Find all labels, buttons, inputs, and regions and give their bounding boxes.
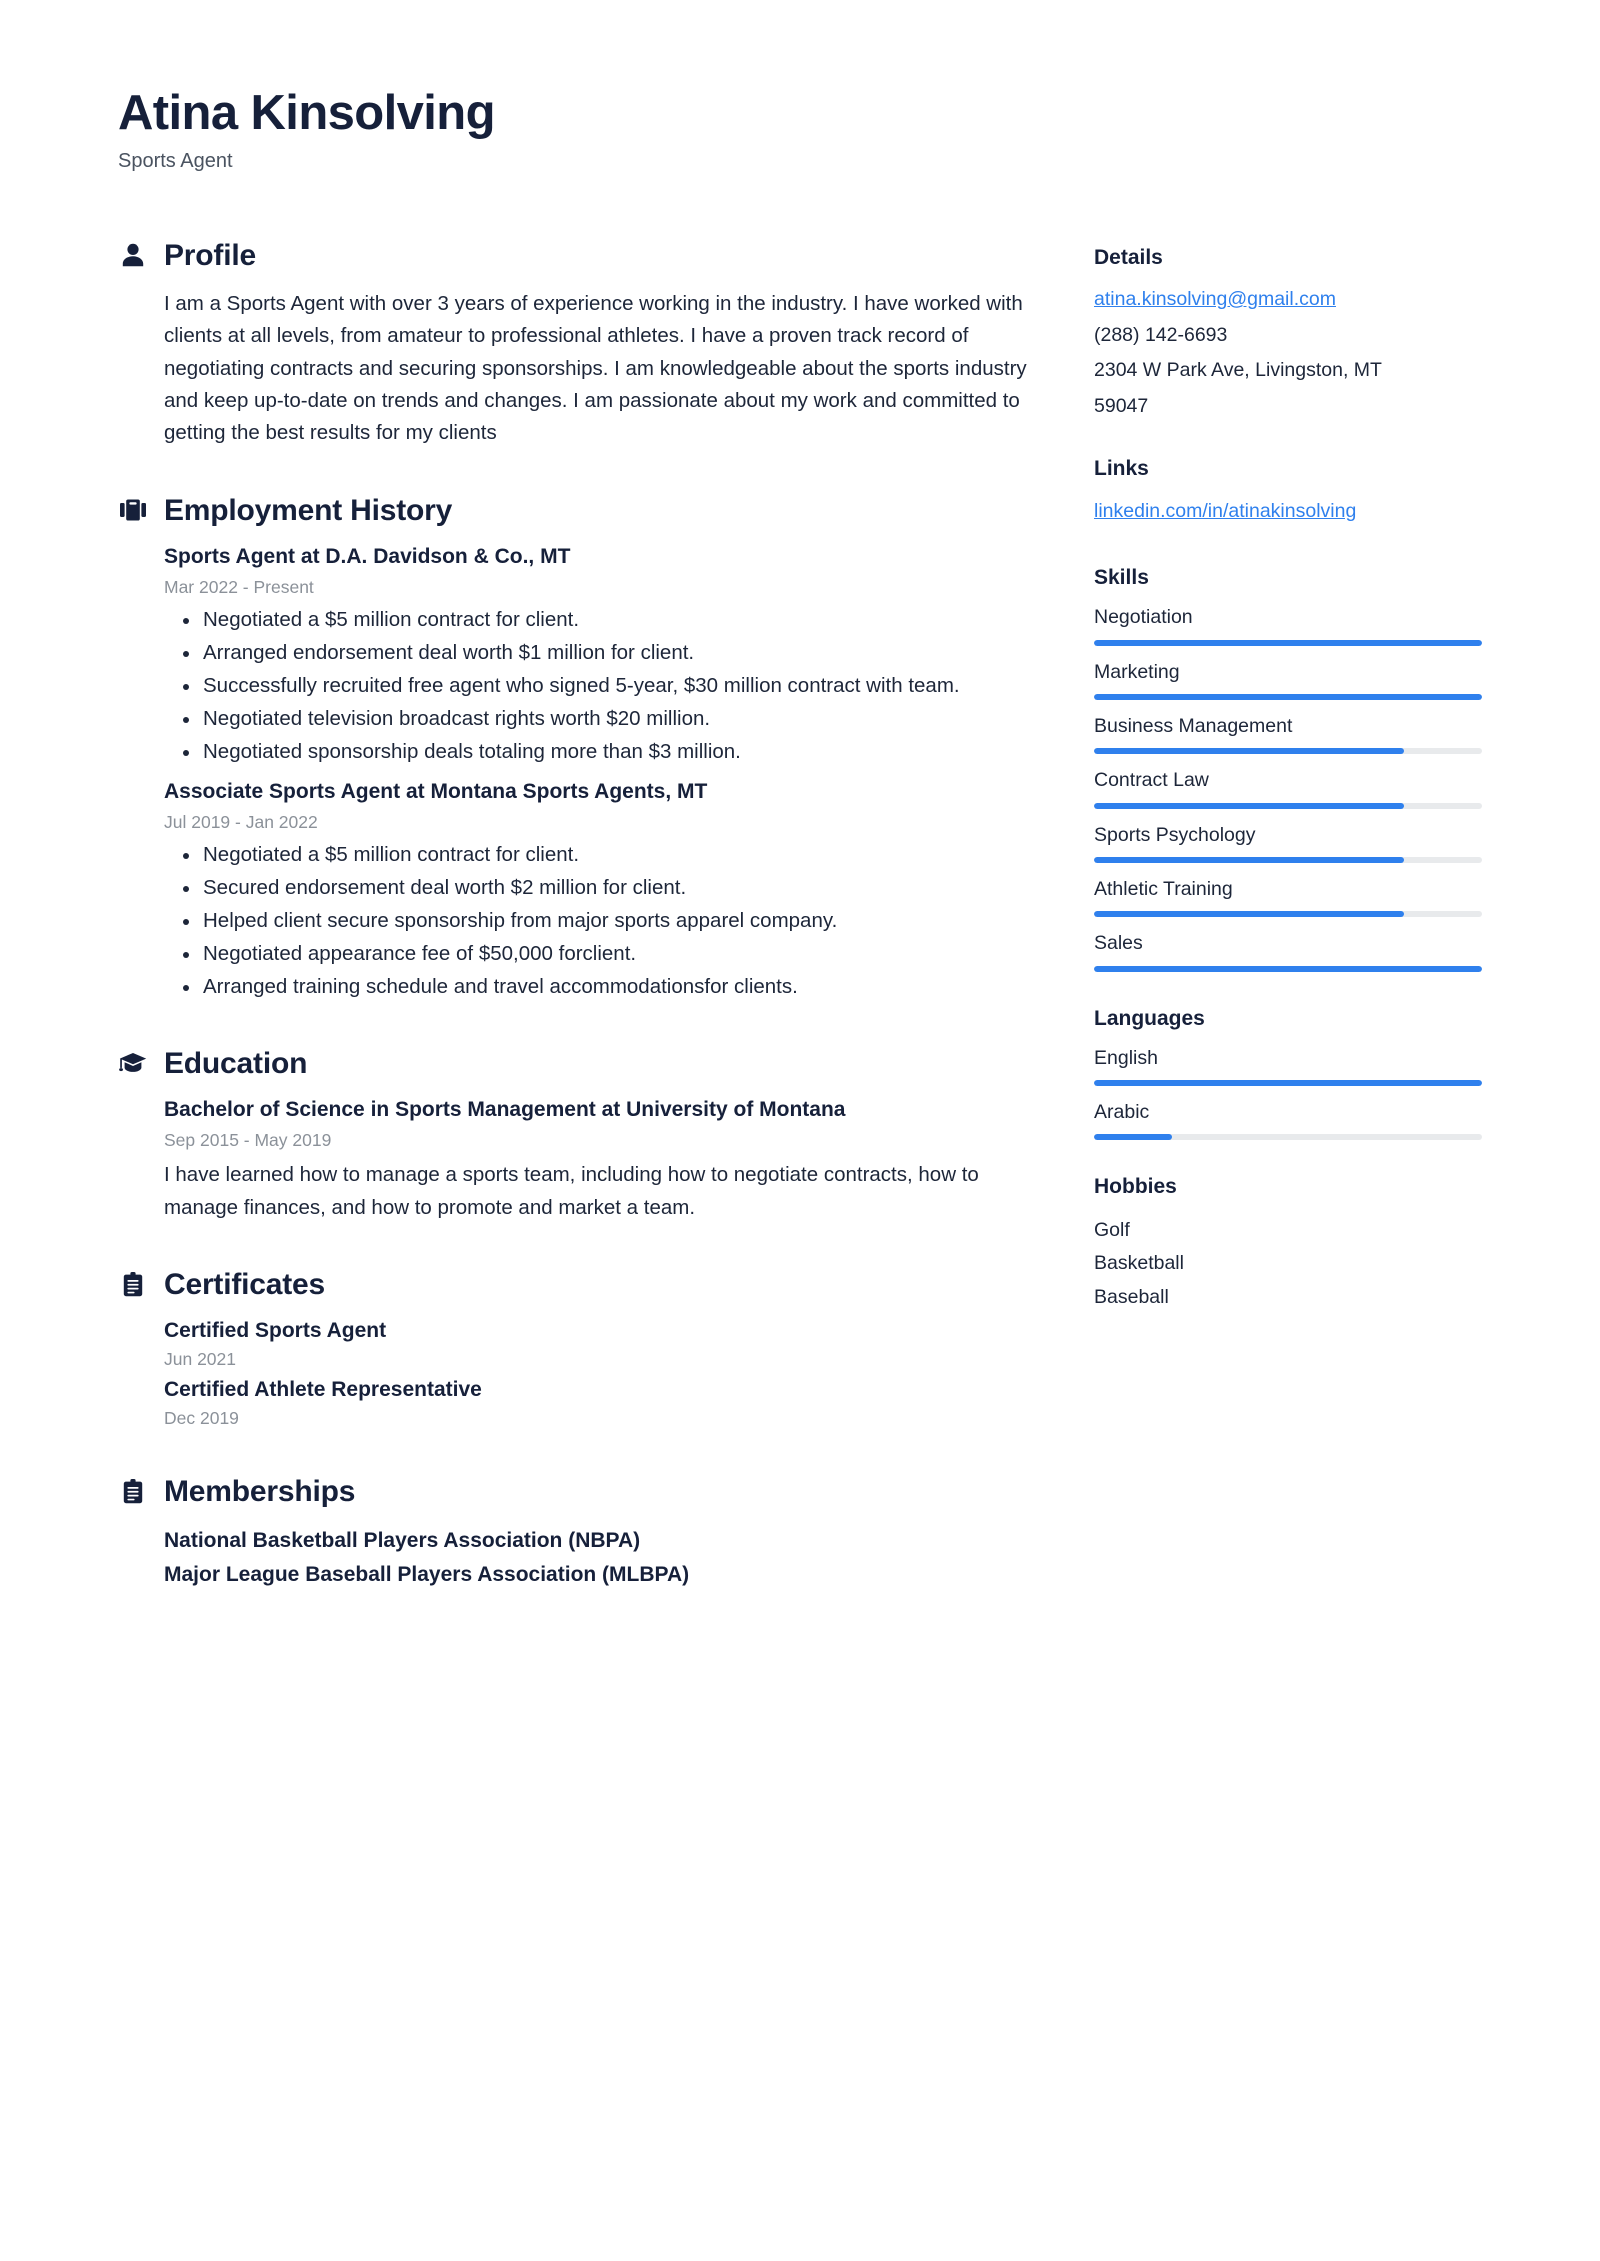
language-meter-track: [1094, 1080, 1482, 1086]
education-entry-description: I have learned how to manage a sports team, including how to negotiate contracts, how to manage finances, and how to promote and market a team.: [164, 1163, 979, 1219]
language-meter-fill: [1094, 1134, 1172, 1140]
hobby-item: Golf: [1094, 1218, 1130, 1241]
skill-label: Sales: [1094, 932, 1143, 955]
list-item: Successfully recruited free agent who signed 5-year, $30 million contract with team.: [203, 670, 1030, 702]
briefcase-icon: [118, 495, 148, 525]
page-title: Atina Kinsolving: [118, 86, 495, 140]
certificate-entry: [164, 1376, 1030, 1431]
section-memberships: [118, 1475, 1030, 1591]
membership-entry: Major League Baseball Players Association (MLBPA): [164, 1562, 690, 1586]
list-item: Arranged endorsement deal worth $1 million for client.: [203, 637, 1030, 669]
employment-entry-bullets: [164, 839, 1030, 1003]
sidebar-block-skills: [1094, 565, 1482, 971]
skill-meter-fill: [1094, 966, 1482, 972]
skill-label: Marketing: [1094, 660, 1180, 683]
language-label: Arabic: [1094, 1101, 1150, 1124]
skill-meter-track: [1094, 857, 1482, 863]
skill-meter-track: [1094, 911, 1482, 917]
sidebar-column: [1094, 239, 1482, 1314]
employment-entry-date: Mar 2022 - Present: [164, 576, 314, 597]
section-education: [118, 1047, 1030, 1224]
section-employment-history: [118, 494, 1030, 1003]
section-title-education: Education: [164, 1046, 308, 1080]
skill-meter-fill: [1094, 911, 1404, 917]
list-item: Helped client secure sponsorship from major sports apparel company.: [203, 905, 1030, 937]
education-entry: [164, 1096, 1030, 1224]
skill-label: Contract Law: [1094, 769, 1209, 792]
section-header-education: [118, 1047, 1030, 1080]
resume-header: [118, 88, 1482, 173]
skill-meter-track: [1094, 966, 1482, 972]
hobby-item: Basketball: [1094, 1252, 1184, 1275]
certificate-entry: [164, 1317, 1030, 1372]
skill-label: Business Management: [1094, 715, 1293, 738]
sidebar-block-hobbies: [1094, 1174, 1482, 1314]
list-item: Negotiated appearance fee of $50,000 forclient.: [203, 938, 1030, 970]
profile-text: I am a Sports Agent with over 3 years of experience working in the industry. I have worked with clients at all levels, from amateur to professional athletes. I have a proven track record of negotiating contracts and securing sponsorships. I am knowledgeable about the sports industry and keep up-to-date on trends and changes. I am passionate about my work and committed to getting the best results for my clients: [164, 291, 1027, 445]
section-body-employment: [118, 543, 1030, 1003]
section-header-employment: [118, 494, 1030, 527]
list-item: Arranged training schedule and travel accommodationsfor clients.: [203, 971, 1030, 1003]
education-entry-date: Sep 2015 - May 2019: [164, 1129, 332, 1150]
skill-label: Athletic Training: [1094, 877, 1233, 900]
employment-entry-title: Associate Sports Agent at Montana Sports Agents, MT: [164, 779, 708, 803]
list-item: Negotiated a $5 million contract for client.: [203, 604, 1030, 636]
language-row: [1094, 1045, 1482, 1086]
employment-entry-bullets: [164, 604, 1030, 768]
list-item: Secured endorsement deal worth $2 million for client.: [203, 872, 1030, 904]
skill-label: Negotiation: [1094, 606, 1193, 629]
certificate-entry-title: Certified Sports Agent: [164, 1318, 387, 1342]
phone-number: (288) 142-6693: [1094, 323, 1228, 346]
linkedin-link[interactable]: linkedin.com/in/atinakinsolving: [1094, 499, 1357, 522]
employment-entry: [164, 543, 1030, 768]
skill-row: [1094, 659, 1482, 700]
skill-meter-track: [1094, 748, 1482, 754]
skill-meter-track: [1094, 694, 1482, 700]
sidebar-title-hobbies: Hobbies: [1094, 1175, 1177, 1199]
skill-meter-track: [1094, 640, 1482, 646]
hobby-item: Baseball: [1094, 1285, 1169, 1308]
skill-row: [1094, 713, 1482, 754]
skill-label: Sports Psychology: [1094, 823, 1256, 846]
language-meter-fill: [1094, 1080, 1482, 1086]
sidebar-block-languages: [1094, 1006, 1482, 1141]
email-link[interactable]: atina.kinsolving@gmail.com: [1094, 288, 1336, 311]
sidebar-block-details: [1094, 245, 1482, 423]
skill-meter-track: [1094, 803, 1482, 809]
skill-row: [1094, 822, 1482, 863]
employment-entry: [164, 778, 1030, 1003]
clipboard-icon: [118, 1477, 148, 1507]
person-icon: [118, 240, 148, 270]
membership-entry: National Basketball Players Association (NBPA): [164, 1529, 641, 1553]
skill-row: [1094, 876, 1482, 917]
skill-row: [1094, 604, 1482, 645]
language-row: [1094, 1099, 1482, 1140]
section-title-certificates: Certificates: [164, 1267, 326, 1301]
sidebar-title-languages: Languages: [1094, 1006, 1205, 1030]
sidebar-title-details: Details: [1094, 245, 1163, 269]
certificate-entry-date: Dec 2019: [164, 1408, 239, 1429]
section-title-memberships: Memberships: [164, 1475, 356, 1509]
skill-meter-fill: [1094, 694, 1482, 700]
section-title-employment: Employment History: [164, 493, 453, 527]
address-line-2: 59047: [1094, 394, 1149, 417]
clipboard-icon: [118, 1269, 148, 1299]
section-body-certificates: [118, 1317, 1030, 1431]
employment-entry-title: Sports Agent at D.A. Davidson & Co., MT: [164, 544, 571, 568]
employment-entry-date: Jul 2019 - Jan 2022: [164, 811, 318, 832]
certificate-entry-title: Certified Athlete Representative: [164, 1378, 482, 1402]
section-header-memberships: [118, 1475, 1030, 1508]
list-item: Negotiated television broadcast rights worth $20 million.: [203, 703, 1030, 735]
sidebar-block-links: [1094, 456, 1482, 531]
education-entry-title: Bachelor of Science in Sports Management at University of Montana: [164, 1097, 846, 1121]
list-item: Negotiated a $5 million contract for client.: [203, 839, 1030, 871]
address-line-1: 2304 W Park Ave, Livingston, MT: [1094, 359, 1382, 382]
section-title-profile: Profile: [164, 238, 256, 272]
sidebar-title-skills: Skills: [1094, 566, 1149, 590]
section-body-memberships: [118, 1524, 1030, 1591]
section-header-profile: [118, 239, 1030, 272]
job-title-subtitle: Sports Agent: [118, 149, 233, 172]
skill-row: [1094, 767, 1482, 808]
list-item: Negotiated sponsorship deals totaling more than $3 million.: [203, 736, 1030, 768]
language-meter-track: [1094, 1134, 1482, 1140]
skill-meter-fill: [1094, 640, 1482, 646]
skill-meter-fill: [1094, 748, 1404, 754]
skill-meter-fill: [1094, 803, 1404, 809]
section-body-education: [118, 1096, 1030, 1224]
language-label: English: [1094, 1046, 1158, 1069]
section-profile: [118, 239, 1030, 450]
sidebar-title-links: Links: [1094, 457, 1149, 481]
main-column: [118, 239, 1030, 1592]
section-certificates: [118, 1268, 1030, 1431]
graduation-cap-icon: [118, 1048, 148, 1078]
resume-body: [118, 239, 1482, 1592]
skill-row: [1094, 930, 1482, 971]
section-header-certificates: [118, 1268, 1030, 1301]
certificate-entry-date: Jun 2021: [164, 1348, 237, 1369]
section-body-profile: [118, 288, 1030, 450]
skill-meter-fill: [1094, 857, 1404, 863]
